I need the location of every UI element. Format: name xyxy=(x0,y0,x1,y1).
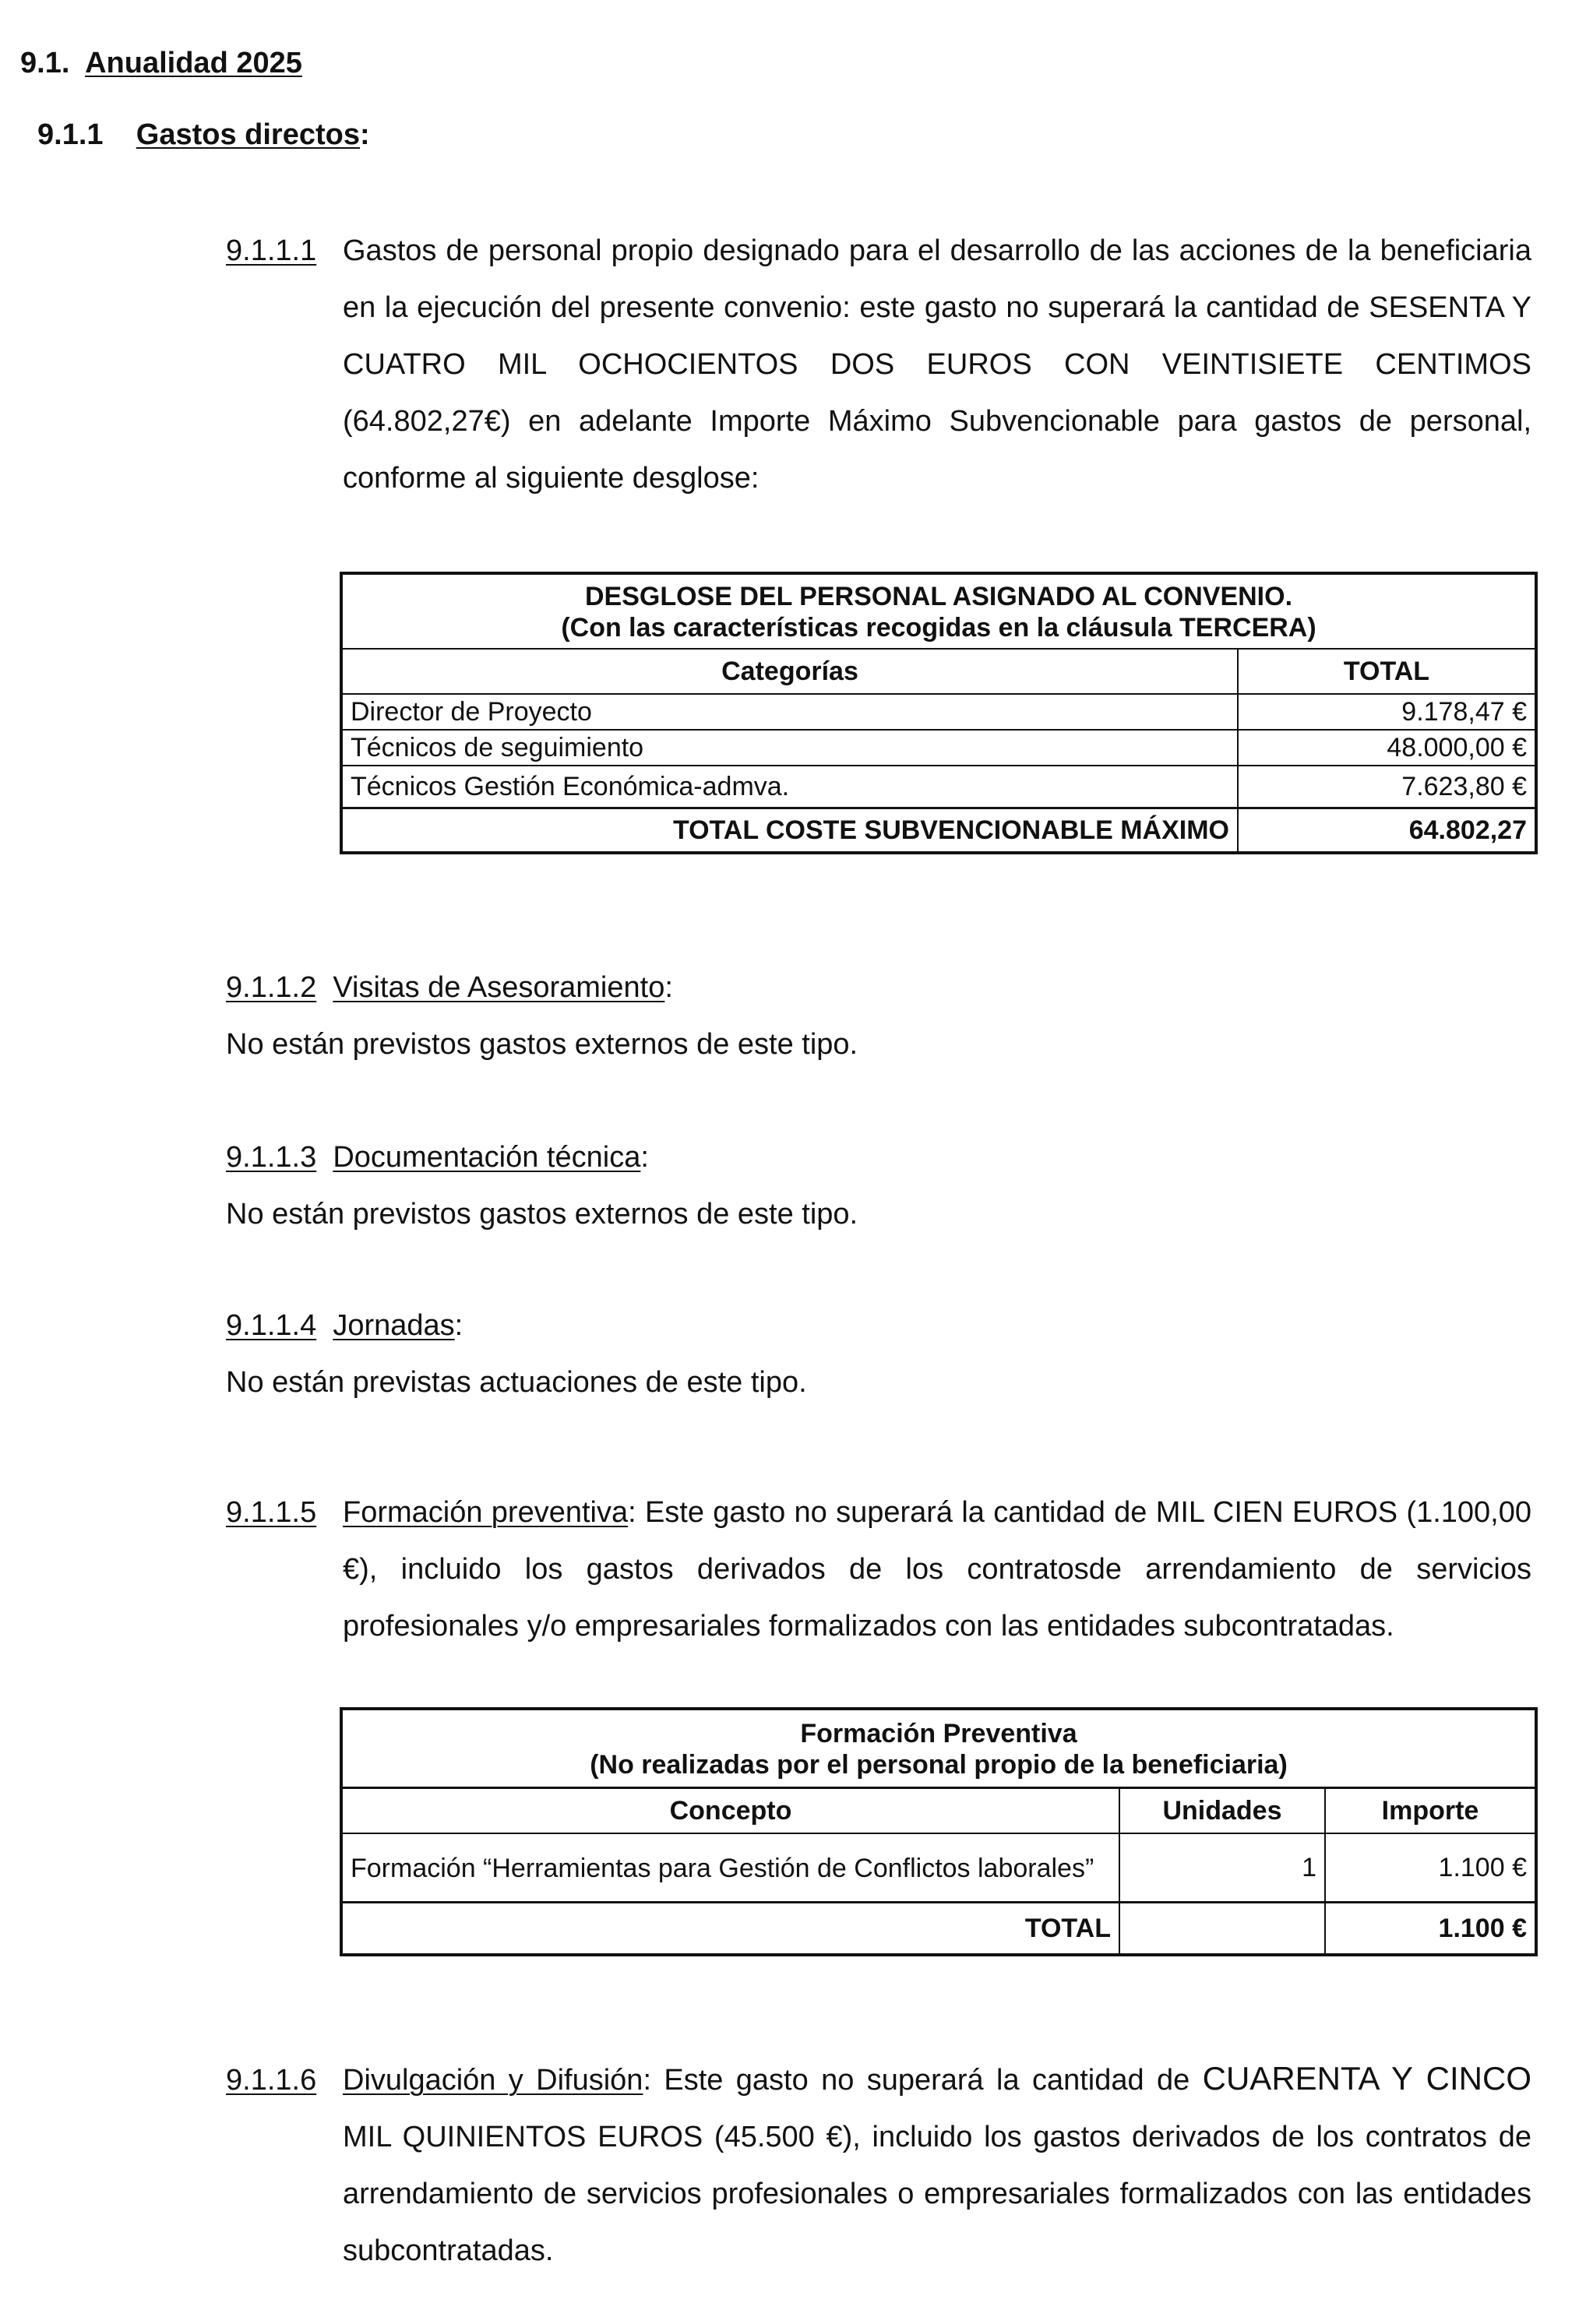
heading-title: Anualidad 2025 xyxy=(85,47,302,79)
caption-line-1: Formación Preventiva xyxy=(800,1719,1077,1748)
section-suffix: : xyxy=(454,1309,463,1342)
caption-line-1: DESGLOSE DEL PERSONAL ASIGNADO AL CONVENIO. xyxy=(584,582,1293,611)
row-total: 48.000,00 € xyxy=(1238,730,1536,766)
row-total: 9.178,47 € xyxy=(1238,694,1536,730)
section-divulgacion xyxy=(226,2050,1531,2280)
row-category: Director de Proyecto xyxy=(341,694,1238,730)
total-value: 1.100 € xyxy=(1325,1903,1536,1956)
row-category: Técnicos Gestión Económica-admva. xyxy=(341,766,1238,808)
section-number: 9.1.1.6 xyxy=(226,2064,317,2097)
row-category: Técnicos de seguimiento xyxy=(341,730,1238,766)
section-text: No están previstas actuaciones de este tipo. xyxy=(226,1366,807,1399)
section-text-a: : Este gasto no superará la cantidad de xyxy=(643,2064,1203,2097)
column-header-units: Unidades xyxy=(1119,1788,1325,1834)
table-row xyxy=(341,730,1536,766)
section-formacion-preventiva xyxy=(226,1484,1531,1655)
total-label: TOTAL COSTE SUBVENCIONABLE MÁXIMO xyxy=(341,808,1238,854)
section-text: Gastos de personal propio designado para el desarrollo de las acciones de la beneficiaria en la ejecución del presente convenio: este gasto no superará la cantidad de SESENTA Y CUATRO MIL OCHOCIENTOS DOS EUROS CON VEINTISIETE CENTIMOS (64.802,27€) en adelante Importe Máximo Subvencionable para gastos de personal, conforme al siguiente desglose: xyxy=(343,234,1531,495)
section-title: Divulgación y Difusión xyxy=(343,2064,643,2097)
table-caption xyxy=(341,573,1536,649)
column-header-total: TOTAL xyxy=(1238,649,1536,694)
section-text: No están previstos gastos externos de este tipo. xyxy=(226,1198,858,1231)
total-label: TOTAL xyxy=(341,1903,1119,1956)
heading-gastos-directos xyxy=(37,118,370,152)
section-suffix: : xyxy=(664,971,673,1004)
heading-suffix: : xyxy=(359,118,370,151)
section-number: 9.1.1.1 xyxy=(226,234,317,267)
section-documentacion xyxy=(226,1129,858,1243)
section-gastos-personal xyxy=(226,223,1531,507)
section-text-b: MIL QUINIENTOS EUROS (45.500 €), incluido los gastos derivados de los contratos de arrendamiento de servicios profesionales o empresariales formalizados con las entidades subcontratadas. xyxy=(343,2121,1531,2267)
section-visitas xyxy=(226,960,858,1073)
heading-number: 9.1.1 xyxy=(37,118,104,151)
section-number: 9.1.1.4 xyxy=(226,1309,317,1342)
row-units: 1 xyxy=(1119,1833,1325,1903)
section-title: Documentación técnica xyxy=(333,1141,641,1174)
personal-breakdown-table xyxy=(340,572,1538,854)
heading-anualidad xyxy=(20,47,302,80)
column-header-amount: Importe xyxy=(1325,1788,1536,1834)
row-concept: Formación “Herramientas para Gestión de Conflictos laborales” xyxy=(341,1833,1119,1903)
table-total-row xyxy=(341,808,1536,854)
table-total-row xyxy=(341,1903,1536,1956)
section-number: 9.1.1.2 xyxy=(226,971,317,1004)
section-number: 9.1.1.5 xyxy=(226,1496,317,1529)
section-number: 9.1.1.3 xyxy=(226,1141,317,1174)
total-units-empty xyxy=(1119,1903,1325,1956)
table-row xyxy=(341,1833,1536,1903)
caption-line-2: (No realizadas por el personal propio de la beneficiaria) xyxy=(590,1750,1288,1780)
heading-title: Gastos directos xyxy=(136,118,360,151)
section-text-emphasis: CUARENTA Y CINCO xyxy=(1202,2060,1531,2097)
table-row xyxy=(341,694,1536,730)
section-title: Formación preventiva xyxy=(343,1496,629,1529)
column-header-categories: Categorías xyxy=(341,649,1238,694)
section-suffix: : xyxy=(640,1141,649,1174)
section-text: No están previstos gastos externos de este tipo. xyxy=(226,1028,858,1061)
column-header-concept: Concepto xyxy=(341,1788,1119,1834)
table-caption xyxy=(341,1709,1536,1788)
row-total: 7.623,80 € xyxy=(1238,766,1536,808)
row-amount: 1.100 € xyxy=(1325,1833,1536,1903)
section-text: : Este gasto no superará la cantidad de MIL CIEN EUROS (1.100,00 €), incluido los gastos derivados de los contratosde arrendamiento de servicios profesionales y/o empresariales formalizados con las entidades subcontratadas. xyxy=(343,1496,1531,1643)
total-value: 64.802,27 xyxy=(1238,808,1536,854)
formacion-table xyxy=(340,1707,1538,1956)
table-row xyxy=(341,766,1536,808)
heading-number: 9.1. xyxy=(20,47,70,79)
section-jornadas xyxy=(226,1298,807,1411)
section-title: Visitas de Asesoramiento xyxy=(333,971,665,1004)
caption-line-2: (Con las características recogidas en la cláusula TERCERA) xyxy=(561,613,1316,643)
section-title: Jornadas xyxy=(333,1309,455,1342)
